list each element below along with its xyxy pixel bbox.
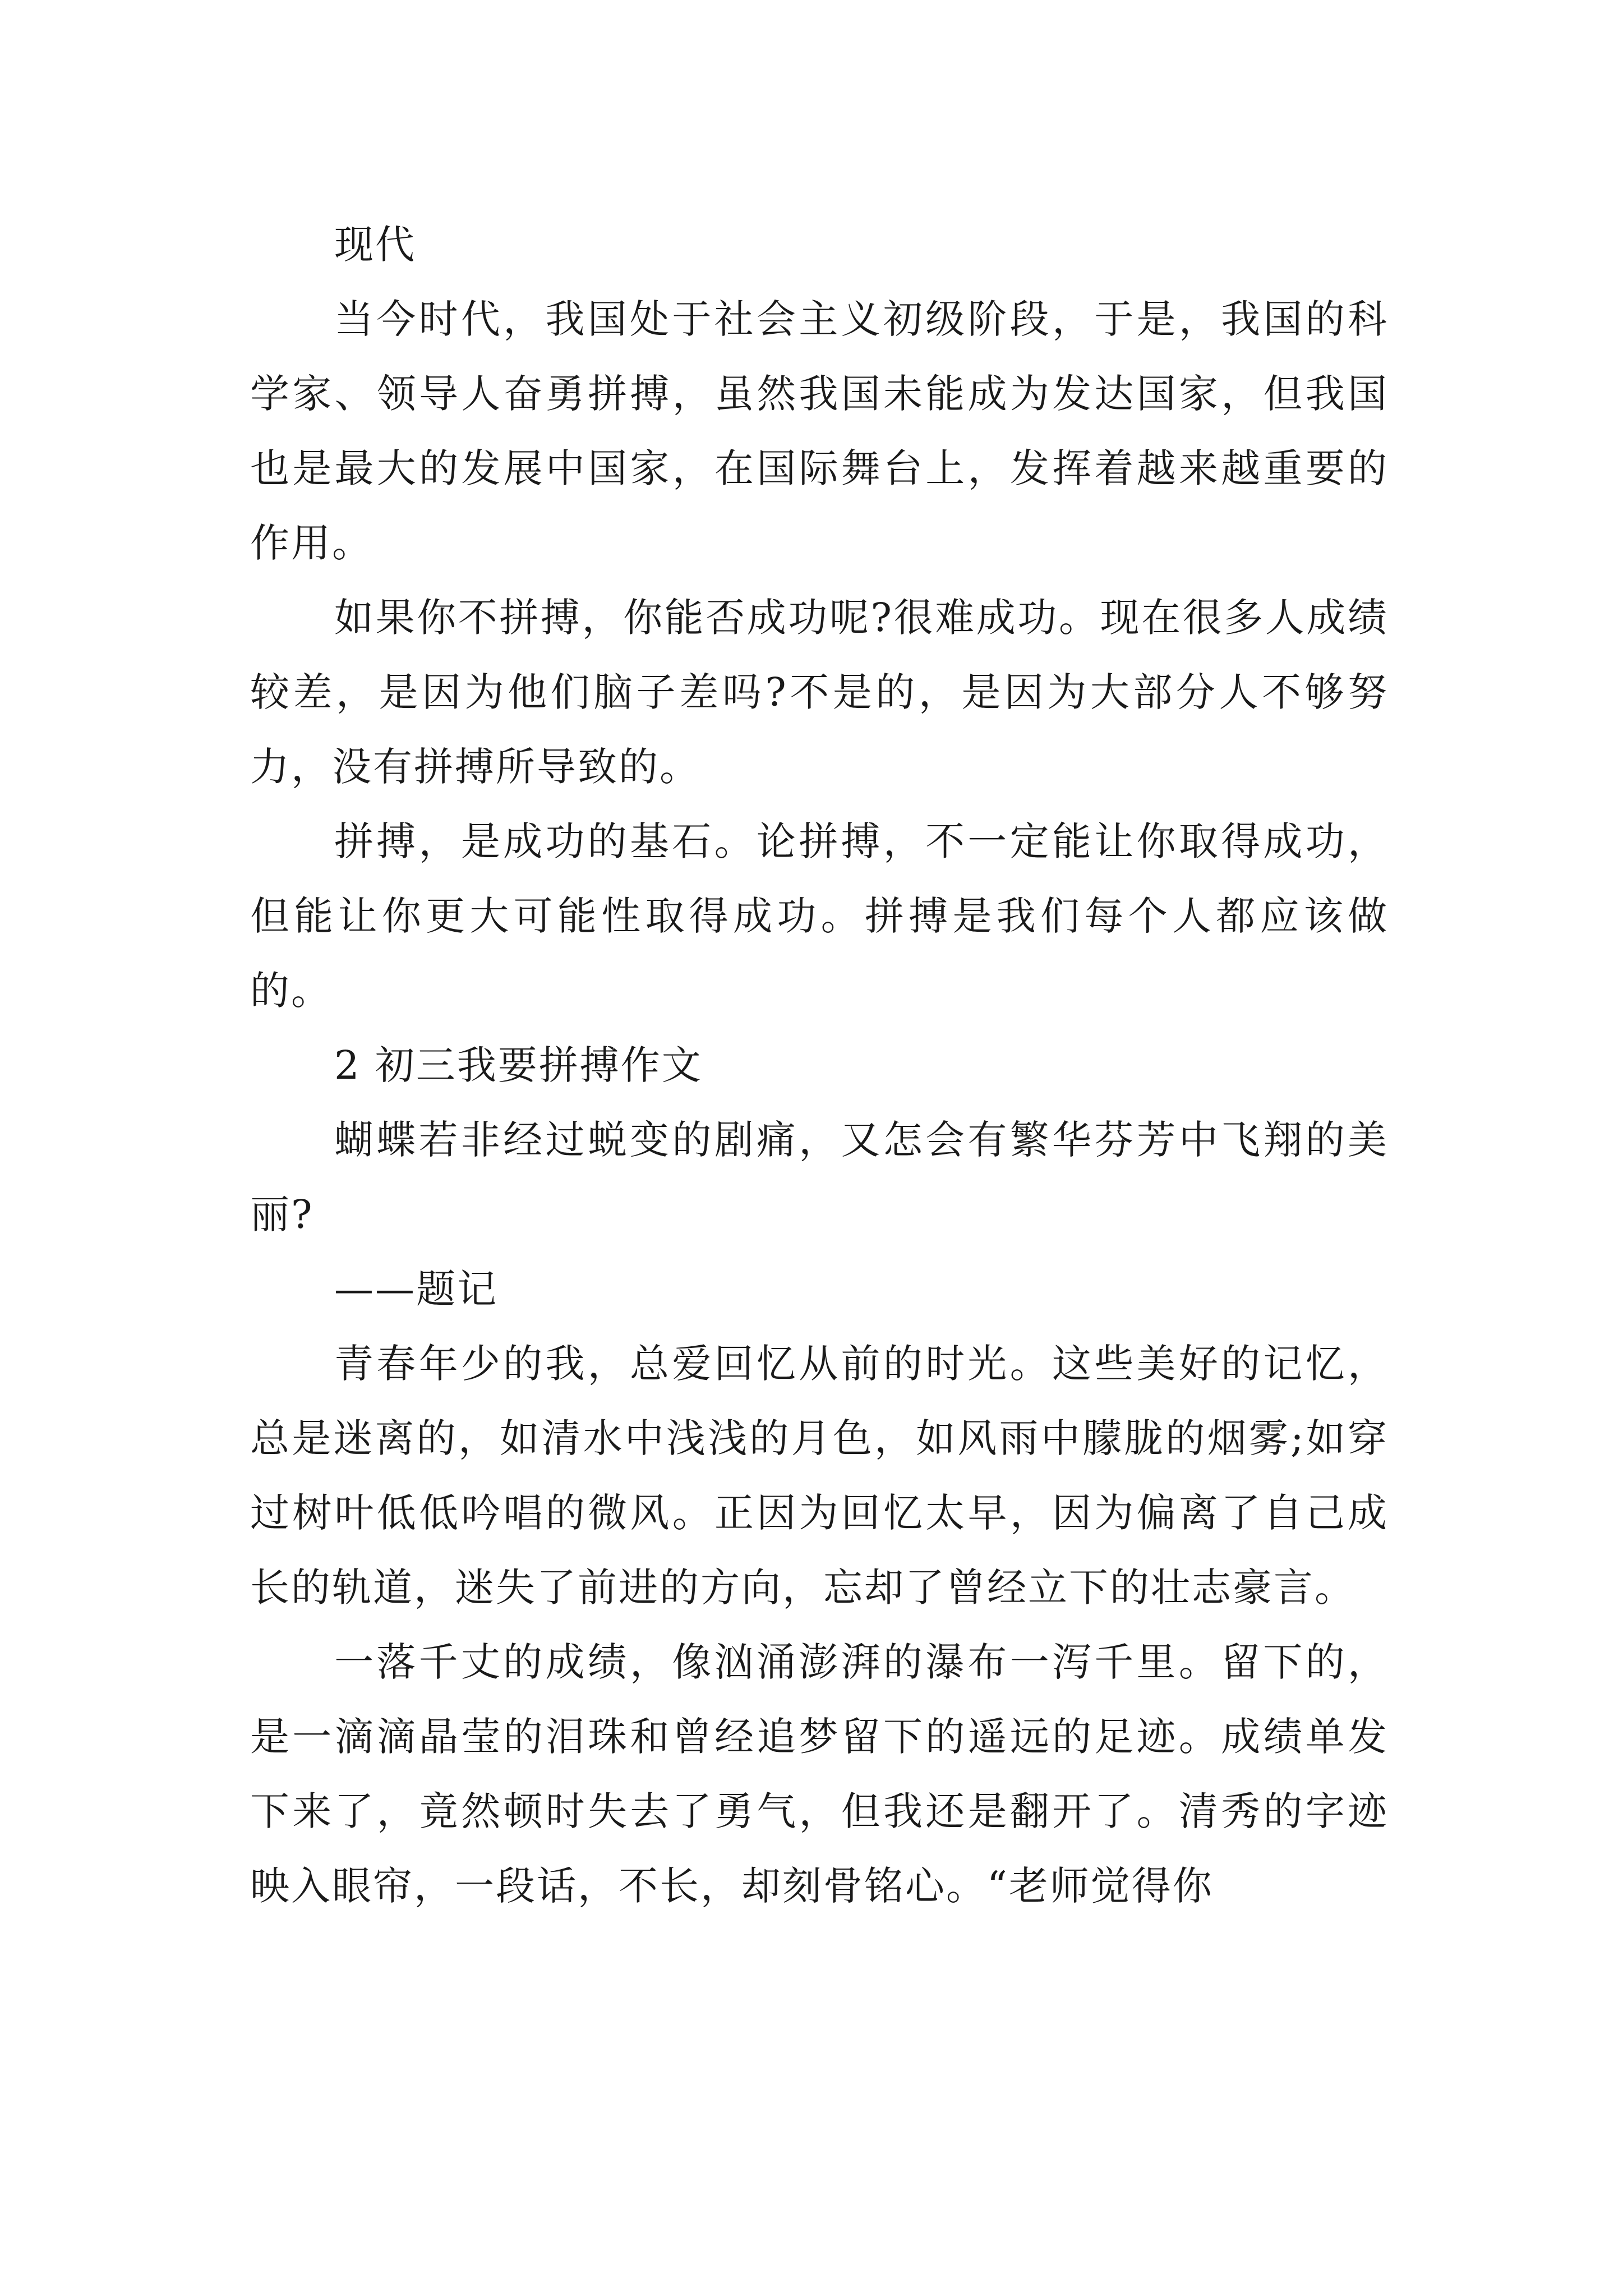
epigraph: 蝴蝶若非经过蜕变的剧痛，又怎会有繁华芬芳中飞翔的美丽?	[250, 1117, 1389, 1237]
section-heading-modern: 现代	[334, 222, 416, 268]
paragraph: 拼搏，是成功的基石。论拼搏，不一定能让你取得成功，但能让你更大可能性取得成功。拼搏是我们每个人都应该做的。	[250, 818, 1389, 1014]
paragraph: 当今时代，我国处于社会主义初级阶段，于是，我国的科学家、领导人奋勇拼搏，虽然我国未能成为发达国家，但我国也是最大的发展中国家，在国际舞台上，发挥着越来越重要的作用。	[250, 296, 1389, 566]
paragraph: 如果你不拼搏，你能否成功呢?很难成功。现在很多人成绩较差，是因为他们脑子差吗?不是的，是因为大部分人不够努力，没有拼搏所导致的。	[250, 595, 1389, 790]
paragraph: 一落千丈的成绩，像汹涌澎湃的瀑布一泻千里。留下的，是一滴滴晶莹的泪珠和曾经追梦留下的遥远的足迹。成绩单发下来了，竟然顿时失去了勇气，但我还是翻开了。清秀的字迹映入眼帘，一段话，不长，却刻骨铭心。“老师觉得你	[250, 1639, 1389, 1909]
document-body	[250, 208, 1389, 1924]
epigraph-attribution: ——题记	[334, 1266, 498, 1312]
paragraph: 青春年少的我，总爱回忆从前的时光。这些美好的记忆，总是迷离的，如清水中浅浅的月色，如风雨中朦胧的烟雾;如穿过树叶低低吟唱的微风。正因为回忆太早，因为偏离了自己成长的轨道，迷失了前进的方向，忘却了曾经立下的壮志豪言。	[250, 1341, 1389, 1611]
essay-title: 2 初三我要拼搏作文	[334, 1042, 703, 1088]
